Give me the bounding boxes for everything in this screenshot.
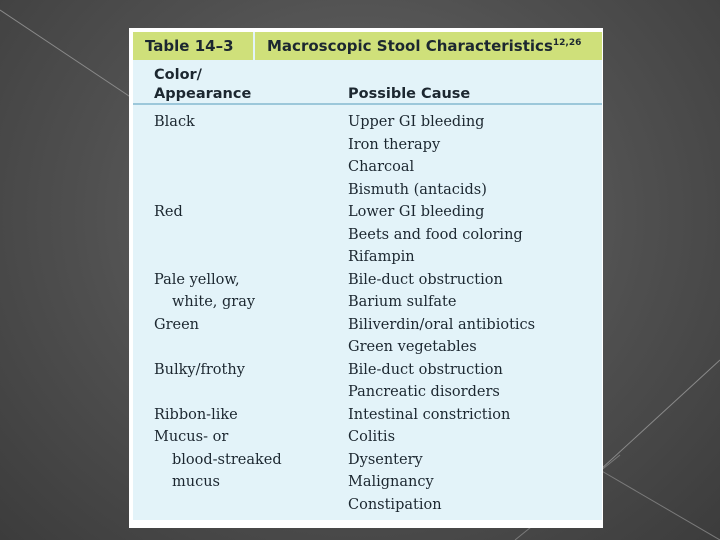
cause-text: Charcoal — [348, 159, 415, 175]
table-number: Table 14–3 — [133, 32, 255, 60]
table-row — [133, 269, 602, 314]
appearance-text: blood-streaked — [172, 451, 282, 468]
cause-text: Barium sulfate — [348, 294, 457, 310]
appearance-text: mucus — [172, 474, 220, 490]
header-color-appearance — [154, 66, 251, 104]
stool-table-card — [133, 32, 602, 520]
header-col1-line: Appearance — [154, 86, 252, 102]
header-col1-line: Color/ — [154, 67, 202, 83]
table-row — [133, 359, 602, 404]
appearance-text: Black — [154, 114, 195, 130]
appearance-text: white, gray — [172, 294, 256, 310]
cause-cell — [348, 404, 510, 427]
cause-text: Intestinal constriction — [348, 406, 511, 423]
appearance-cell — [154, 426, 282, 494]
appearance-text: Bulky/frothy — [154, 361, 245, 378]
appearance-text: Pale yellow, — [154, 271, 240, 288]
table-title-bar — [133, 32, 602, 60]
slide-panel — [129, 28, 603, 528]
cause-text: Lower GI bleeding — [348, 204, 485, 220]
decor-line — [600, 360, 720, 470]
cause-cell — [348, 314, 535, 359]
appearance-text: Ribbon-like — [154, 406, 238, 423]
cause-text: Bile-duct obstruction — [348, 271, 503, 288]
appearance-cell — [154, 359, 245, 382]
header-divider — [133, 103, 602, 105]
table-row — [133, 404, 602, 427]
table-title-refs: 12,26 — [552, 38, 582, 48]
cause-text: Biliverdin/oral antibiotics — [348, 316, 536, 333]
cause-cell — [348, 201, 523, 269]
cause-text: Upper GI bleeding — [348, 114, 485, 130]
cause-text: Green vegetables — [348, 339, 477, 355]
header-possible-cause: Possible Cause — [348, 86, 471, 102]
appearance-text: Mucus- or — [154, 429, 229, 445]
table-row — [133, 201, 602, 269]
cause-cell — [348, 426, 442, 516]
cause-text: Bile-duct obstruction — [348, 361, 503, 378]
cause-text: Pancreatic disorders — [348, 384, 500, 400]
appearance-cell — [154, 404, 238, 427]
appearance-cell — [154, 269, 255, 314]
cause-text: Malignancy — [348, 474, 434, 490]
cause-text: Rifampin — [348, 249, 415, 265]
cause-text: Colitis — [348, 429, 396, 445]
cause-cell — [348, 359, 503, 404]
table-title — [255, 37, 581, 55]
table-title-text: Macroscopic Stool Characteristics — [267, 37, 553, 55]
cause-text: Dysentery — [348, 451, 423, 468]
appearance-cell — [154, 314, 199, 337]
cause-text: Iron therapy — [348, 136, 441, 153]
appearance-text: Red — [154, 204, 183, 220]
table-row — [133, 426, 602, 516]
appearance-text: Green — [154, 316, 200, 333]
decor-line — [600, 470, 720, 540]
appearance-cell — [154, 111, 195, 134]
cause-cell — [348, 269, 503, 314]
cause-text: Bismuth (antacids) — [348, 181, 487, 198]
cause-text: Beets and food coloring — [348, 226, 523, 243]
cause-text: Constipation — [348, 496, 442, 513]
appearance-cell — [154, 201, 183, 224]
decor-line — [0, 10, 135, 100]
cause-cell — [348, 111, 487, 201]
table-row — [133, 111, 602, 201]
table-row — [133, 314, 602, 359]
